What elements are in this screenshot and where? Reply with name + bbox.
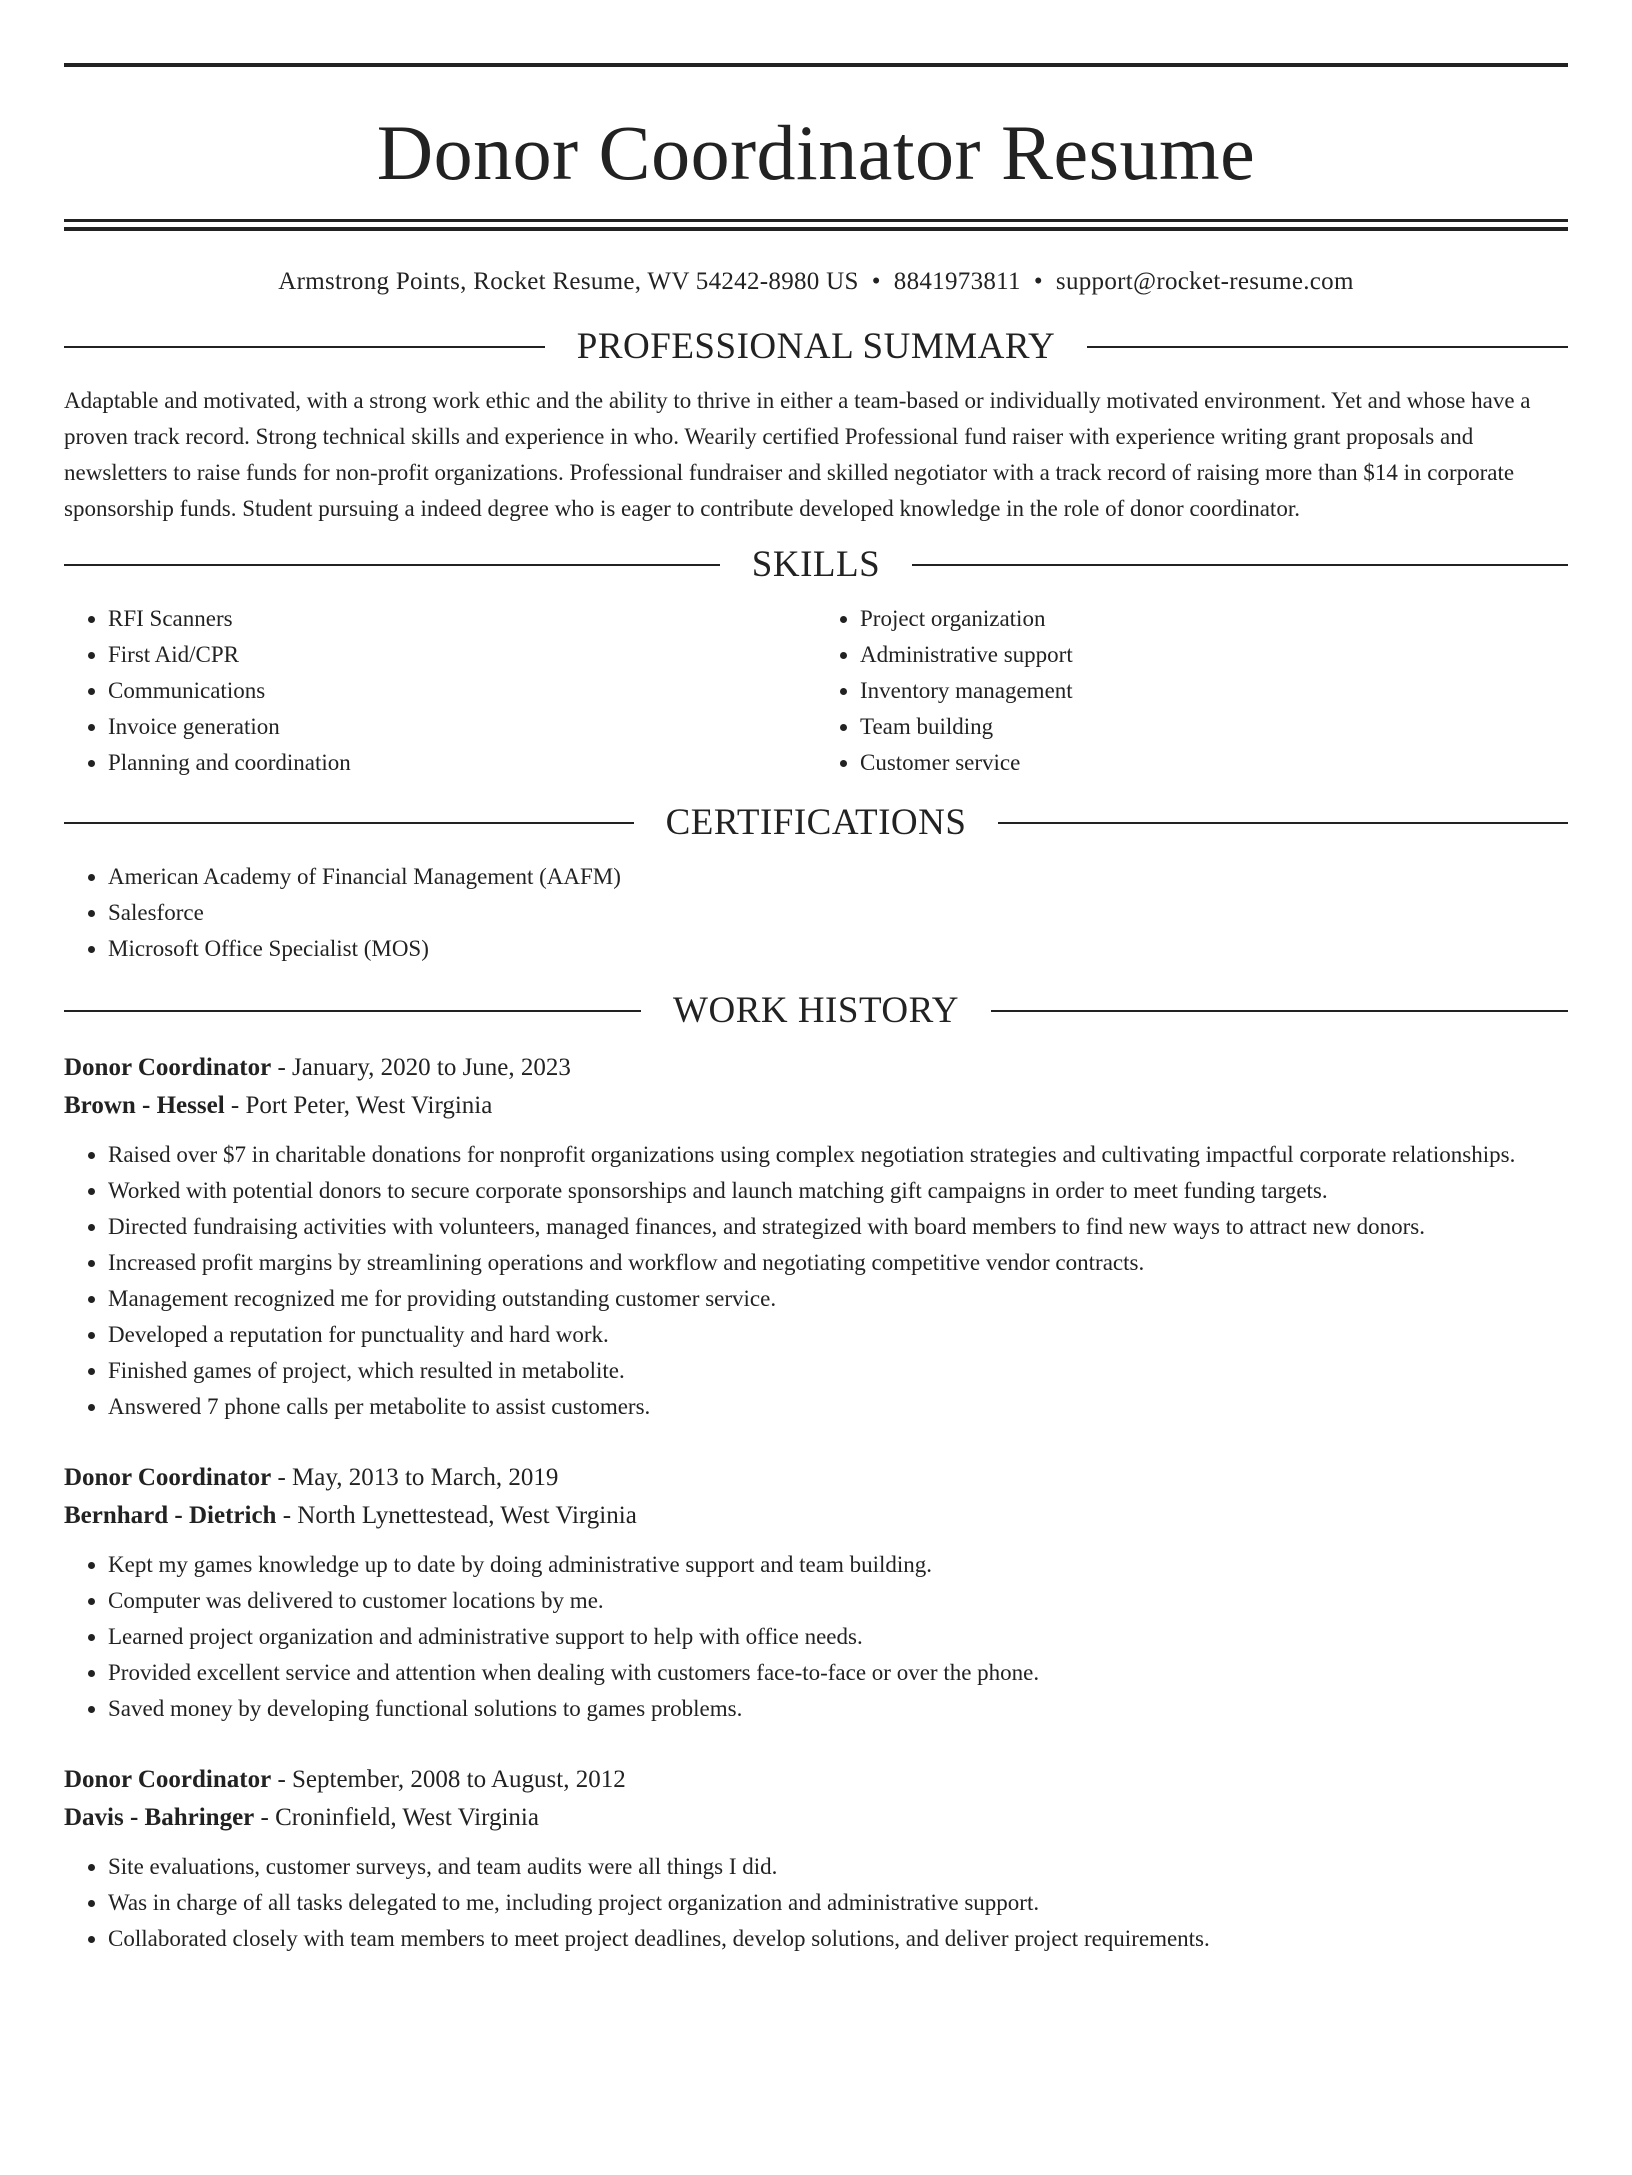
heading-rule-left bbox=[64, 564, 720, 566]
job-bullets bbox=[64, 1849, 1568, 1957]
job-entry bbox=[64, 1761, 1568, 1957]
job-company-line bbox=[64, 1497, 1568, 1535]
heading-rule-right bbox=[1087, 346, 1568, 348]
contact-phone: 8841973811 bbox=[893, 268, 1021, 295]
job-bullet: • Saved money by developing functional solutions to games problems. bbox=[108, 1691, 1568, 1727]
heading-rule-right bbox=[991, 1010, 1568, 1012]
certifications-section-heading bbox=[64, 801, 1568, 845]
job-entry bbox=[64, 1049, 1568, 1425]
job-location: - North Lynettestead, West Virginia bbox=[276, 1502, 637, 1529]
heading-rule-right bbox=[998, 822, 1568, 824]
skill-item: • Customer service bbox=[860, 745, 1568, 781]
contact-address: Armstrong Points, Rocket Resume, WV 54242-8980 US bbox=[278, 268, 859, 295]
work-history-heading: WORK HISTORY bbox=[673, 990, 959, 1031]
heading-rule-left bbox=[64, 1010, 641, 1012]
job-bullet: • Site evaluations, customer surveys, and team audits were all things I did. bbox=[108, 1849, 1568, 1885]
summary-heading: PROFESSIONAL SUMMARY bbox=[576, 326, 1056, 367]
certification-item: • American Academy of Financial Management (AAFM) bbox=[108, 859, 1568, 895]
job-company: Brown - Hessel bbox=[64, 1092, 225, 1119]
job-bullet: • Directed fundraising activities with volunteers, managed finances, and strategized with board members to find new ways to attract new donors. bbox=[108, 1209, 1568, 1245]
resume-page bbox=[0, 63, 1632, 2175]
skills-list-right bbox=[816, 601, 1568, 781]
summary-section-heading bbox=[64, 325, 1568, 369]
heading-rule-left bbox=[64, 822, 634, 824]
skill-item: • Administrative support bbox=[860, 637, 1568, 673]
job-entry bbox=[64, 1459, 1568, 1727]
job-bullets bbox=[64, 1547, 1568, 1727]
contact-email: support@rocket-resume.com bbox=[1055, 268, 1354, 295]
title-divider-lower bbox=[64, 227, 1568, 231]
job-bullet: • Collaborated closely with team members to meet project deadlines, develop solutions, and deliver project requirements. bbox=[108, 1921, 1568, 1957]
skill-item: • Inventory management bbox=[860, 673, 1568, 709]
contact-line bbox=[64, 267, 1568, 297]
job-bullet: • Provided excellent service and attention when dealing with customers face-to-face or over the phone. bbox=[108, 1655, 1568, 1691]
job-title-line bbox=[64, 1049, 1568, 1087]
job-bullet: • Answered 7 phone calls per metabolite to assist customers. bbox=[108, 1389, 1568, 1425]
contact-separator: • bbox=[1033, 268, 1043, 295]
job-bullet: • Developed a reputation for punctuality and hard work. bbox=[108, 1317, 1568, 1353]
skill-item: • Team building bbox=[860, 709, 1568, 745]
skill-item: • Planning and coordination bbox=[108, 745, 816, 781]
skills-heading: SKILLS bbox=[751, 544, 881, 585]
skill-item: • First Aid/CPR bbox=[108, 637, 816, 673]
job-company-line bbox=[64, 1087, 1568, 1125]
summary-text: Adaptable and motivated, with a strong work ethic and the ability to thrive in either a team-based or individually motivated environment. Yet and whose have a proven track record. Strong technical skills and experience in who. Wearily certified Professional fund raiser with experience writing grant proposals and newsletters to raise funds for non-profit organizations. Professional fundraiser and skilled negotiator with a track record of raising more than $14 in corporate sponsorship funds. Student pursuing a indeed degree who is eager to contribute developed knowledge in the role of donor coordinator. bbox=[64, 388, 1531, 521]
certification-item: • Microsoft Office Specialist (MOS) bbox=[108, 931, 1568, 967]
job-bullet: • Learned project organization and administrative support to help with office needs. bbox=[108, 1619, 1568, 1655]
certifications-list bbox=[64, 859, 1568, 967]
job-dates: - January, 2020 to June, 2023 bbox=[271, 1054, 571, 1081]
job-title: Donor Coordinator bbox=[64, 1766, 272, 1793]
skill-item: • Invoice generation bbox=[108, 709, 816, 745]
job-bullet: • Was in charge of all tasks delegated to me, including project organization and administrative support. bbox=[108, 1885, 1568, 1921]
contact-separator: • bbox=[871, 268, 881, 295]
title-divider-upper bbox=[64, 219, 1568, 222]
job-bullets bbox=[64, 1137, 1568, 1425]
job-bullet: • Worked with potential donors to secure corporate sponsorships and launch matching gift campaigns in order to meet funding targets. bbox=[108, 1173, 1568, 1209]
skills-grid bbox=[64, 601, 1568, 781]
heading-rule-left bbox=[64, 346, 545, 348]
skill-item: • RFI Scanners bbox=[108, 601, 816, 637]
skills-list-left bbox=[64, 601, 816, 781]
job-title: Donor Coordinator bbox=[64, 1464, 272, 1491]
job-bullet: • Raised over $7 in charitable donations for nonprofit organizations using complex negotiation strategies and cultivating impactful corporate relationships. bbox=[108, 1137, 1568, 1173]
job-bullet: • Finished games of project, which resulted in metabolite. bbox=[108, 1353, 1568, 1389]
job-title-line bbox=[64, 1459, 1568, 1497]
job-bullet: • Computer was delivered to customer locations by me. bbox=[108, 1583, 1568, 1619]
job-company-line bbox=[64, 1799, 1568, 1837]
top-divider bbox=[64, 63, 1568, 67]
page-title: Donor Coordinator Resume bbox=[376, 109, 1256, 196]
job-title-line bbox=[64, 1761, 1568, 1799]
job-bullet: • Kept my games knowledge up to date by doing administrative support and team building. bbox=[108, 1547, 1568, 1583]
job-dates: - May, 2013 to March, 2019 bbox=[271, 1464, 559, 1491]
certifications-heading: CERTIFICATIONS bbox=[665, 802, 967, 843]
job-location: - Croninfield, West Virginia bbox=[254, 1804, 539, 1831]
job-bullet: • Management recognized me for providing outstanding customer service. bbox=[108, 1281, 1568, 1317]
job-company: Davis - Bahringer bbox=[64, 1804, 255, 1831]
job-title: Donor Coordinator bbox=[64, 1054, 272, 1081]
certification-item: • Salesforce bbox=[108, 895, 1568, 931]
job-location: - Port Peter, West Virginia bbox=[224, 1092, 493, 1119]
job-bullet: • Increased profit margins by streamlining operations and workflow and negotiating competitive vendor contracts. bbox=[108, 1245, 1568, 1281]
skills-section-heading bbox=[64, 543, 1568, 587]
skill-item: • Project organization bbox=[860, 601, 1568, 637]
job-company: Bernhard - Dietrich bbox=[64, 1502, 277, 1529]
skill-item: • Communications bbox=[108, 673, 816, 709]
job-dates: - September, 2008 to August, 2012 bbox=[271, 1766, 626, 1793]
work-history-section-heading bbox=[64, 989, 1568, 1033]
heading-rule-right bbox=[912, 564, 1568, 566]
